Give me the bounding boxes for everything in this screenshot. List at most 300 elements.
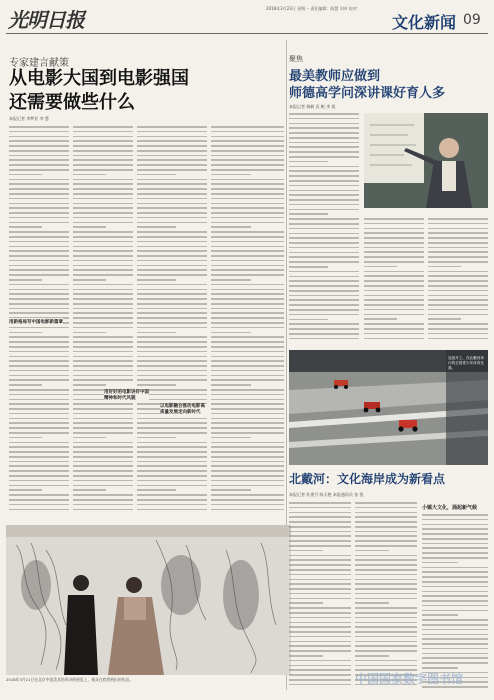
text-line	[364, 232, 424, 234]
text-line	[211, 470, 284, 472]
text-line	[289, 170, 359, 172]
text-line	[355, 579, 417, 581]
beidaihe-byline: 本报记者 杜建月 陈天艳 本报通讯员 张 悦	[289, 492, 364, 497]
text-line	[289, 304, 359, 306]
text-line	[137, 284, 207, 286]
text-line	[9, 269, 69, 271]
text-line	[137, 226, 176, 228]
text-line	[289, 579, 351, 581]
race-photo-caption: 连续开工，在北戴河举行的全国青少年体育比赛。	[448, 356, 484, 370]
text-line	[355, 617, 417, 619]
text-line	[73, 193, 133, 195]
text-line	[289, 185, 359, 187]
text-line	[73, 308, 133, 310]
text-line	[289, 622, 351, 624]
text-line	[428, 295, 488, 297]
text-line	[137, 379, 207, 381]
text-line	[211, 480, 284, 482]
text-line	[211, 399, 284, 401]
text-line	[422, 552, 488, 554]
text-line	[73, 279, 106, 281]
text-line	[289, 535, 351, 537]
text-line	[428, 290, 488, 292]
text-line	[422, 514, 488, 516]
text-line	[422, 538, 488, 540]
text-line	[73, 246, 133, 248]
text-line	[364, 285, 424, 287]
text-line	[73, 169, 133, 171]
text-line	[428, 285, 488, 287]
text-line	[211, 246, 284, 248]
text-line	[9, 446, 69, 448]
text-line	[9, 413, 69, 415]
text-line	[428, 333, 488, 335]
text-line	[73, 174, 106, 176]
right-text-column-2	[364, 218, 424, 345]
text-line	[137, 432, 207, 434]
text-line	[211, 389, 284, 391]
text-line	[211, 284, 284, 286]
text-line	[289, 641, 351, 643]
text-line	[364, 237, 424, 239]
text-line	[289, 564, 351, 566]
text-line	[355, 593, 417, 595]
text-line	[73, 265, 133, 267]
text-line	[211, 198, 284, 200]
text-line	[9, 236, 69, 238]
text-line	[9, 226, 42, 228]
text-line	[364, 318, 397, 320]
text-line	[211, 250, 284, 252]
text-line	[422, 638, 488, 640]
text-line	[355, 645, 417, 647]
text-line	[289, 266, 328, 268]
text-line	[9, 159, 69, 161]
text-line	[211, 140, 284, 142]
text-line	[137, 384, 176, 386]
text-line	[289, 338, 359, 340]
text-line	[428, 247, 488, 249]
text-line	[137, 336, 207, 338]
text-line	[211, 332, 251, 334]
text-line	[73, 322, 133, 324]
text-line	[289, 123, 359, 125]
text-line	[289, 674, 351, 676]
text-line	[137, 303, 207, 305]
text-line	[73, 231, 133, 233]
text-line	[211, 446, 284, 448]
text-line	[289, 679, 351, 681]
text-line	[73, 293, 133, 295]
text-line	[9, 265, 69, 267]
left-article-kicker: 专家建言献策	[9, 58, 69, 69]
text-line	[73, 480, 133, 482]
text-line	[73, 327, 133, 329]
text-line	[289, 631, 351, 633]
text-line	[422, 586, 488, 588]
text-line	[9, 509, 69, 511]
text-line	[9, 169, 69, 171]
text-line	[73, 207, 133, 209]
teacher-illustration	[364, 113, 488, 208]
text-line	[211, 370, 284, 372]
text-line	[73, 384, 106, 386]
text-line	[211, 159, 284, 161]
text-line	[289, 588, 351, 590]
text-line	[289, 256, 359, 258]
text-line	[211, 274, 284, 276]
text-line	[73, 356, 133, 358]
text-line	[73, 375, 133, 377]
text-line	[422, 643, 488, 645]
text-line	[73, 475, 133, 477]
text-line	[355, 574, 417, 576]
text-line	[9, 341, 69, 343]
text-line	[73, 198, 133, 200]
text-line	[289, 319, 328, 321]
text-line	[211, 279, 251, 281]
text-line	[9, 140, 69, 142]
text-line	[428, 256, 488, 258]
page-number: 09	[463, 12, 481, 28]
right-article-byline: 本报记者 杨帆 袁 帆 李 晟	[289, 104, 336, 109]
text-line	[364, 266, 397, 268]
text-line	[211, 461, 284, 463]
text-line	[289, 512, 351, 514]
text-line	[137, 446, 207, 448]
text-line	[73, 222, 133, 224]
text-line	[289, 655, 323, 657]
text-line	[355, 535, 417, 537]
text-line	[422, 524, 488, 526]
text-line	[137, 504, 207, 506]
text-line	[211, 499, 284, 501]
text-line	[289, 118, 359, 120]
text-line	[9, 356, 69, 358]
newspaper-logo: 光明日报	[8, 8, 84, 32]
text-line	[137, 269, 207, 271]
text-line	[211, 265, 284, 267]
text-line	[364, 275, 424, 277]
text-line	[137, 126, 207, 128]
text-line	[73, 255, 133, 257]
text-line	[355, 516, 417, 518]
text-line	[355, 545, 417, 547]
text-line	[364, 247, 424, 249]
text-line	[137, 465, 207, 467]
text-line	[9, 183, 69, 185]
text-line	[9, 241, 69, 243]
text-line	[289, 645, 351, 647]
text-line	[137, 499, 207, 501]
text-line	[9, 351, 69, 353]
text-line	[355, 602, 389, 604]
beidaihe-column-2	[355, 502, 417, 692]
text-line	[137, 461, 207, 463]
text-line	[422, 533, 488, 535]
text-line	[73, 365, 133, 367]
text-line	[289, 314, 359, 316]
text-line	[355, 583, 417, 585]
text-line	[364, 299, 424, 301]
text-line	[137, 150, 207, 152]
text-line	[9, 298, 69, 300]
text-line	[289, 669, 351, 671]
text-line	[289, 175, 359, 177]
text-line	[289, 583, 351, 585]
text-line	[73, 341, 133, 343]
text-line	[73, 485, 133, 487]
text-line	[137, 203, 207, 205]
text-line	[289, 142, 359, 144]
text-line	[289, 593, 351, 595]
gallery-photo	[6, 525, 291, 675]
text-line	[9, 432, 69, 434]
text-line	[355, 569, 417, 571]
text-line	[9, 442, 69, 444]
text-line	[211, 236, 284, 238]
text-line	[364, 314, 424, 316]
text-line	[9, 499, 69, 501]
text-line	[422, 653, 488, 655]
text-line	[137, 509, 207, 511]
text-line	[73, 159, 133, 161]
text-line	[73, 212, 133, 214]
text-line	[289, 526, 351, 528]
text-line	[355, 626, 417, 628]
text-line	[137, 293, 207, 295]
text-line	[9, 346, 69, 348]
text-line	[137, 480, 207, 482]
body-lines	[137, 126, 207, 510]
subhead-1: 用新格局写中国电影新篇章	[9, 320, 63, 325]
text-line	[289, 626, 351, 628]
dateline: 2018年3月23日 星期一 责任编辑：陈慧 刘卓 校对：	[266, 6, 361, 11]
text-line	[9, 246, 69, 248]
text-line	[428, 232, 488, 234]
text-line	[9, 279, 42, 281]
text-line	[73, 241, 133, 243]
text-line	[9, 384, 42, 386]
text-line	[137, 370, 207, 372]
masthead-rule	[6, 33, 488, 34]
text-line	[137, 365, 207, 367]
text-line	[137, 442, 207, 444]
text-line	[289, 295, 359, 297]
text-line	[355, 512, 417, 514]
text-line	[211, 465, 284, 467]
text-line	[211, 303, 284, 305]
beidaihe-headline: 北戴河：文化海岸成为新看点	[289, 472, 446, 486]
text-line	[137, 279, 176, 281]
text-line	[428, 338, 488, 340]
text-line	[364, 218, 424, 220]
text-line	[73, 470, 133, 472]
text-line	[428, 271, 488, 273]
text-line	[211, 451, 284, 453]
text-line	[211, 432, 284, 434]
text-line	[289, 233, 359, 235]
text-line	[211, 289, 284, 291]
text-line	[422, 600, 488, 602]
text-line	[211, 504, 284, 506]
text-line	[73, 403, 133, 405]
text-line	[364, 256, 424, 258]
text-line	[211, 322, 284, 324]
text-line	[211, 193, 284, 195]
text-line	[428, 280, 488, 282]
text-line	[137, 212, 207, 214]
text-column-4	[211, 126, 284, 518]
text-line	[137, 317, 207, 319]
text-line	[364, 295, 424, 297]
left-article-byline: 本报记者 李梦亚 李 慧	[9, 116, 49, 121]
teacher-photo	[364, 113, 488, 208]
text-line	[289, 247, 359, 249]
text-line	[73, 456, 133, 458]
text-line	[9, 212, 69, 214]
text-line	[9, 475, 69, 477]
text-line	[289, 636, 351, 638]
text-line	[73, 451, 133, 453]
text-line	[137, 145, 207, 147]
text-line	[211, 231, 284, 233]
text-line	[289, 190, 359, 192]
text-line	[428, 218, 488, 220]
text-line	[73, 461, 133, 463]
text-line	[355, 555, 417, 557]
text-line	[289, 280, 359, 282]
text-line	[289, 559, 351, 561]
text-line	[211, 269, 284, 271]
body-lines	[428, 218, 488, 339]
text-line	[9, 480, 69, 482]
text-line	[364, 323, 424, 325]
text-line	[9, 174, 42, 176]
text-line	[73, 136, 133, 138]
text-line	[289, 166, 359, 168]
text-line	[211, 442, 284, 444]
text-line	[364, 328, 424, 330]
text-line	[9, 389, 69, 391]
text-line	[428, 328, 488, 330]
text-line	[211, 456, 284, 458]
text-line	[355, 526, 417, 528]
text-line	[289, 521, 351, 523]
text-line	[355, 588, 417, 590]
text-line	[355, 598, 417, 600]
text-line	[422, 624, 488, 626]
text-line	[73, 370, 133, 372]
library-watermark: 中国国家数字图书馆	[355, 672, 464, 686]
text-line	[137, 217, 207, 219]
text-line	[364, 271, 424, 273]
text-line	[289, 550, 323, 552]
body-lines	[289, 502, 351, 685]
text-line	[73, 346, 133, 348]
text-line	[9, 293, 69, 295]
body-lines	[289, 113, 359, 339]
text-line	[9, 456, 69, 458]
text-line	[73, 179, 133, 181]
text-line	[422, 614, 458, 616]
text-line	[364, 338, 424, 340]
text-line	[9, 250, 69, 252]
text-line	[211, 365, 284, 367]
text-line	[9, 379, 69, 381]
text-line	[211, 408, 284, 410]
text-line	[211, 203, 284, 205]
text-line	[289, 285, 359, 287]
text-line	[9, 422, 69, 424]
text-line	[73, 494, 133, 496]
text-line	[289, 194, 359, 196]
text-line	[428, 251, 488, 253]
text-line	[9, 255, 69, 257]
text-line	[9, 303, 69, 305]
text-line	[137, 322, 207, 324]
text-line	[289, 333, 359, 335]
text-line	[73, 317, 133, 319]
text-line	[211, 212, 284, 214]
text-line	[137, 351, 207, 353]
text-line	[9, 489, 42, 491]
text-line	[137, 140, 207, 142]
text-line	[9, 207, 69, 209]
text-line	[73, 351, 133, 353]
body-lines	[422, 514, 488, 688]
text-line	[73, 150, 133, 152]
text-line	[73, 489, 106, 491]
text-line	[9, 217, 69, 219]
text-line	[137, 327, 207, 329]
text-line	[289, 271, 359, 273]
text-line	[9, 370, 69, 372]
text-line	[289, 598, 351, 600]
body-lines	[364, 218, 424, 339]
text-line	[211, 413, 284, 415]
text-line	[428, 309, 488, 311]
text-line	[289, 617, 351, 619]
text-line	[289, 574, 351, 576]
text-line	[422, 571, 488, 573]
text-line	[9, 136, 69, 138]
text-line	[137, 332, 176, 334]
text-line	[73, 217, 133, 219]
headline-line-2: 还需要做些什么	[9, 92, 135, 113]
text-line	[364, 304, 424, 306]
text-line	[289, 228, 359, 230]
text-line	[9, 284, 69, 286]
text-line	[289, 204, 359, 206]
text-line	[428, 275, 488, 277]
body-lines	[355, 502, 417, 685]
text-line	[211, 341, 284, 343]
text-line	[137, 489, 176, 491]
text-line	[137, 437, 176, 439]
text-line	[73, 188, 133, 190]
text-line	[211, 384, 251, 386]
subhead-3: 以电影融合推动电影高质量发展走向新时代	[160, 404, 208, 416]
text-line	[73, 432, 133, 434]
text-line	[73, 509, 133, 511]
right-text-column-1	[289, 113, 359, 345]
text-line	[211, 179, 284, 181]
text-line	[137, 236, 207, 238]
text-line	[289, 127, 359, 129]
text-line	[9, 308, 69, 310]
text-line	[9, 408, 69, 410]
